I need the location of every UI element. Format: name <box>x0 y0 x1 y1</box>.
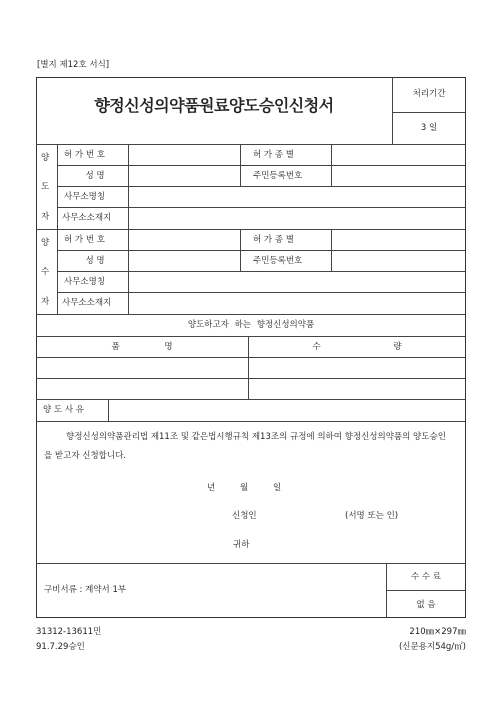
processing-period-label: 처리기간 <box>412 89 446 99</box>
transferor-resident-no-label: 주민등록번호 <box>253 171 303 181</box>
transferee-label-2: 수 <box>41 267 50 277</box>
transferee-resident-no-label: 주민등록번호 <box>253 256 303 266</box>
transferor-office-name-label: 사무소명칭 <box>64 192 106 202</box>
drug-qty-field-2[interactable] <box>249 379 465 398</box>
transferee-name-label: 성 명 <box>85 256 105 266</box>
transferee-office-address-field[interactable] <box>129 293 465 313</box>
transferor-name-label: 성 명 <box>85 171 105 181</box>
fee-value: 없 음 <box>416 600 436 610</box>
transferor-office-name-field[interactable] <box>129 187 465 207</box>
form-number-label: [별지 제12호 서식] <box>37 60 110 70</box>
transferee-license-no-label: 허 가 번 호 <box>64 235 105 245</box>
row-line <box>36 563 466 564</box>
divider <box>392 112 466 113</box>
transferee-name-field[interactable] <box>129 251 239 271</box>
transferee-license-type-label: 허 가 종 별 <box>253 235 294 245</box>
addressee-label: 귀하 <box>233 540 250 550</box>
transferor-name-field[interactable] <box>129 166 239 186</box>
processing-period-value: 3 일 <box>420 123 438 133</box>
transferor-license-type-field[interactable] <box>332 145 465 165</box>
form-title: 향정신성의약품원료양도승인신청서 <box>94 96 334 115</box>
transferor-license-no-field[interactable] <box>129 145 239 165</box>
transferee-license-no-field[interactable] <box>129 230 239 250</box>
transferor-license-type-label: 허 가 종 별 <box>253 150 294 160</box>
transferee-license-type-field[interactable] <box>332 230 465 250</box>
transferor-label-1: 양 <box>41 153 50 163</box>
transferor-license-no-label: 허 가 번 호 <box>64 150 105 160</box>
fee-label: 수 수 료 <box>410 572 442 582</box>
row-line <box>386 590 466 591</box>
transferee-label-3: 자 <box>41 297 50 307</box>
date-year: 년 <box>207 483 216 493</box>
drug-section-heading: 양도하고자 하는 향정신성의약품 <box>187 320 315 330</box>
drug-item-header: 품 명 <box>111 342 173 352</box>
transferor-office-address-label: 사무소소재지 <box>62 213 112 223</box>
row-line <box>36 336 466 337</box>
row-line <box>36 314 466 315</box>
transferor-office-address-field[interactable] <box>129 208 465 228</box>
transferor-resident-no-field[interactable] <box>332 166 465 186</box>
transferor-label-3: 자 <box>41 212 50 222</box>
date-day: 일 <box>273 483 282 493</box>
transferor-label-2: 도 <box>41 182 50 192</box>
transferee-office-address-label: 사무소소재지 <box>62 298 112 308</box>
drug-item-field-2[interactable] <box>37 379 247 398</box>
transferee-label-1: 양 <box>41 238 50 248</box>
col-line <box>386 563 387 618</box>
approval-date: 91.7.29승인 <box>36 642 85 652</box>
transfer-reason-field[interactable] <box>109 400 465 420</box>
applicant-sign-note: (서명 또는 인) <box>345 511 399 521</box>
drug-qty-header: 수 량 <box>312 342 402 352</box>
applicant-label: 신청인 <box>232 511 257 521</box>
transfer-reason-label: 양 도 사 유 <box>43 405 84 415</box>
transferee-resident-no-field[interactable] <box>332 251 465 271</box>
col-line <box>240 229 241 271</box>
col-line <box>57 144 58 314</box>
paper-size: 210㎜×297㎜ <box>409 627 466 637</box>
col-line <box>240 144 241 186</box>
application-statement: 향정신성의약품관리법 제11조 및 같은법시행규칙 제13조의 규정에 의하여 향정신성의약품의 양도승인을 받고자 신청합니다. <box>44 432 446 461</box>
paper-spec: (신문용지54g/㎡) <box>398 642 466 652</box>
form-code: 31312-13611민 <box>36 627 102 637</box>
required-documents: 구비서류 : 계약서 1부 <box>44 585 127 595</box>
date-month: 월 <box>240 483 249 493</box>
transferee-office-name-field[interactable] <box>129 272 465 292</box>
divider <box>392 77 393 144</box>
row-line <box>36 421 466 422</box>
drug-qty-field-1[interactable] <box>249 358 465 377</box>
applicant-signature-field[interactable] <box>262 506 340 524</box>
drug-item-field-1[interactable] <box>37 358 247 377</box>
transferee-office-name-label: 사무소명칭 <box>64 277 106 287</box>
